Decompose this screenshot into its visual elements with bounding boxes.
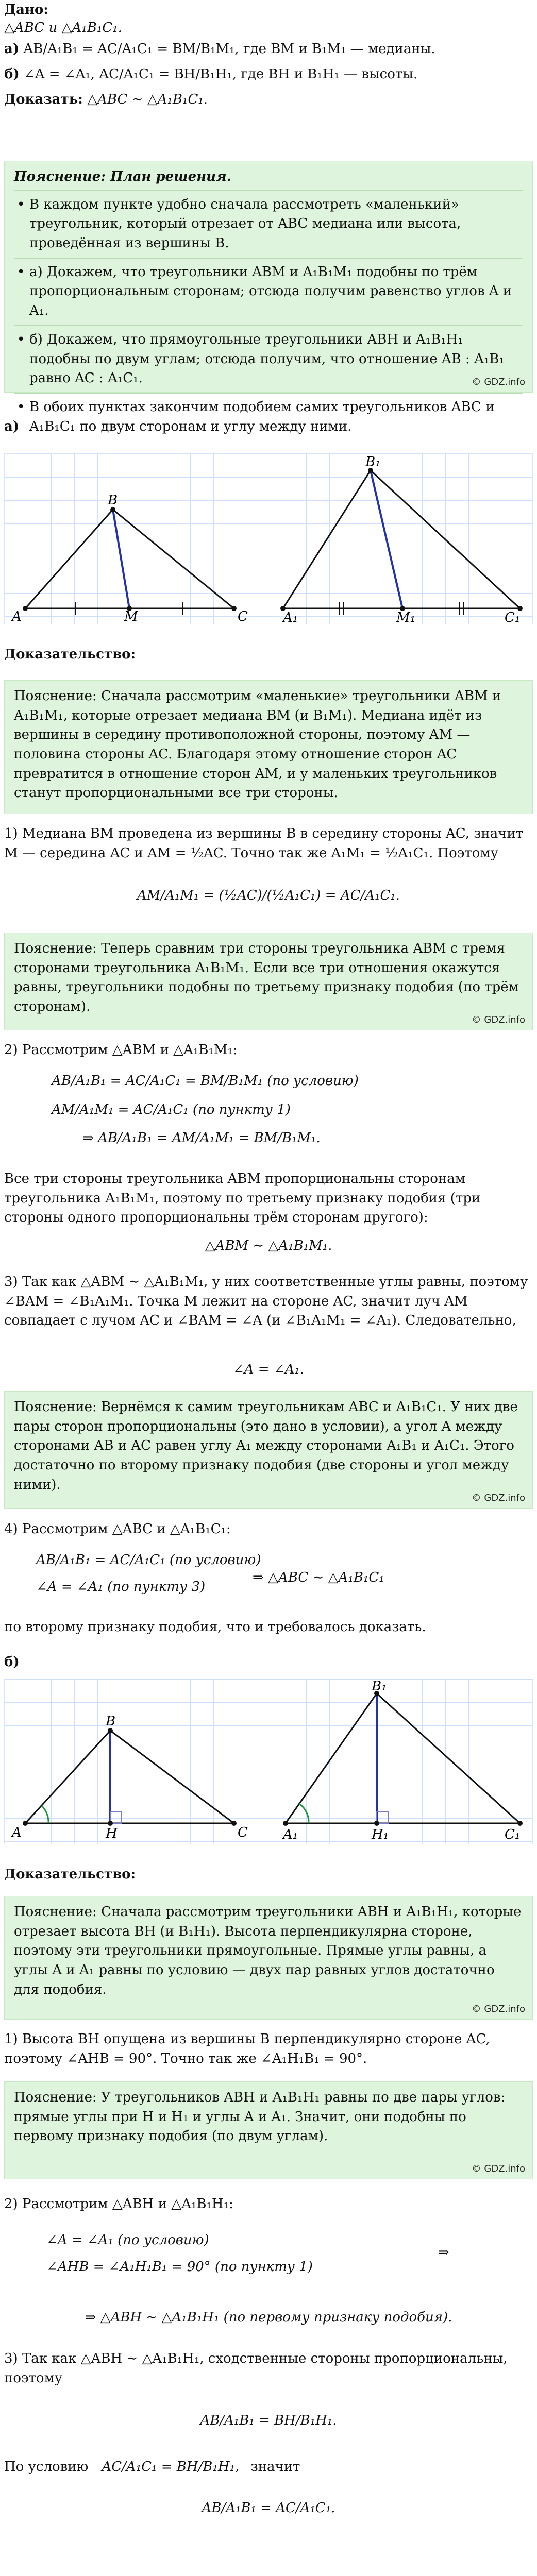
proof-text: Все три стороны треугольника ABM пропорциональны сторонам треугольника A₁B₁M₁, поэтому по третьему признаку подобия (три стороны одного пропорциональны трём сторонам другого): (4, 1171, 481, 1226)
gdz-mark: © GDZ.info (472, 2162, 525, 2176)
explain-box (4, 680, 533, 814)
proof-formula: △ABM ∼ △A₁B₁M₁. (205, 1238, 332, 1253)
label-b1: B₁ (365, 454, 381, 470)
given-b-prefix: б) (4, 66, 20, 82)
system-line: ⇒ △ABC ∼ △A₁B₁C₁ (253, 1570, 384, 1585)
explain-box (4, 2081, 533, 2179)
gdz-mark: © GDZ.info (472, 1492, 525, 1505)
triangle-a1b1c1 (286, 1693, 520, 1823)
point-c (231, 1821, 237, 1826)
system-line: ∠A = ∠A₁ (по пункту 3) (36, 1579, 206, 1595)
gdz-mark: © GDZ.info (472, 1013, 525, 1027)
label-b: B (106, 1714, 116, 1729)
given-a-text: AB/A₁B₁ = AC/A₁C₁ = BM/B₁M₁, где BM и B₁M₁ — медианы. (23, 41, 435, 57)
label-c: C (238, 1825, 248, 1840)
given-title: Дано: (4, 2, 48, 18)
label-c1: C₁ (505, 1827, 521, 1842)
proof-b-title: Доказательство: (4, 1867, 136, 1882)
explain-box (4, 1391, 533, 1509)
plan-heading: Пояснение: План решения. (14, 169, 231, 184)
proof-formula: ⇒ △ABH ∼ △A₁B₁H₁ (по первому признаку подобия). (85, 2310, 452, 2325)
proof-step: 1) Медиана BM проведена из вершины B в середину стороны AC, значит M — середина AC и AM = ½AC. Точно так же A₁M₁ = ½A₁C₁. Поэтому (4, 826, 524, 861)
proof-formula: AB/A₁B₁ = AC/A₁C₁. (202, 2500, 335, 2516)
system-line: AB/A₁B₁ = AC/A₁C₁ (по условию) (36, 1552, 261, 1568)
proof-step: 4) Рассмотрим △ABC и △A₁B₁C₁: (4, 1521, 231, 1537)
plan-item: • В каждом пункте удобно сначала рассмотреть «маленький» треугольник, который отрезает от ABC медиана или высота, проведённая из вершины B. (14, 195, 523, 253)
label-a: A (12, 609, 22, 624)
label-b: B (108, 493, 118, 508)
proof-formula: AB/A₁B₁ = BH/B₁H₁. (200, 2413, 337, 2428)
angle-mark (42, 1806, 48, 1823)
proof-final: по второму признаку подобия, что и требовалось доказать. (4, 1619, 426, 1635)
proof-step: 3) Так как △ABM ∼ △A₁B₁M₁, у них соответственные углы равны, поэтому ∠BAM = ∠B₁A₁M₁. Точка M лежит на стороне AC, значит луч AM совпадает с лучом AC и ∠BAM = ∠A (и ∠B₁A₁M₁ = ∠A₁). Следовательно, (4, 1274, 528, 1329)
label-m1: M₁ (396, 610, 416, 624)
given-b-text: ∠A = ∠A₁, AC/A₁C₁ = BH/B₁H₁, где BH и B₁H₁ — высоты. (23, 66, 418, 82)
condition-line (4, 2458, 533, 2477)
part-a-label: а) (4, 419, 20, 434)
angle-mark (299, 1804, 309, 1823)
label-a1: A₁ (283, 1827, 298, 1842)
point-h1 (374, 1821, 379, 1826)
system-line: AM/A₁M₁ = AC/A₁C₁ (по пункту 1) (52, 1101, 291, 1117)
figure-b (4, 1679, 533, 1844)
gdz-mark: © GDZ.info (472, 2003, 525, 2016)
proof-system (36, 1551, 533, 1597)
explain-text: Пояснение: Вернёмся к самим треугольникам ABC и A₁B₁C₁. У них две пары сторон пропорциональны (это дано в условии), а угол A между сторонами AB и AC равен углу A₁ между сторонами A₁B₁ и A₁C₁. Этого достаточно по второму признаку подобия (две стороны и угол между ними). (14, 1399, 518, 1493)
label-h: H (106, 1826, 118, 1841)
condition-tail: значит (250, 2459, 300, 2475)
proof-step: 2) Рассмотрим △ABH и △A₁B₁H₁: (4, 2196, 233, 2212)
triangles-height-figure (5, 1679, 532, 1844)
point-a (23, 1821, 28, 1826)
given-b (4, 65, 533, 83)
triangle-abc (25, 510, 234, 608)
proof-a-title: Доказательство: (4, 647, 136, 662)
explain-text: Пояснение: Сначала рассмотрим «маленькие» треугольники ABM и A₁B₁M₁, которые отрезает медиана BM (и B₁M₁). Медиана идёт из вершины в середину противоположной стороны, поэтому AM — половина стороны AC. Благодаря этому отношение сторон AC превратится в отношение сторон AM, и у маленьких треугольников станут пропорциональными все три стороны. (14, 688, 501, 801)
proof-system (52, 1072, 533, 1148)
explain-text: Пояснение: Сначала рассмотрим треугольники ABH и A₁B₁H₁, которые отрезает высота BH (и B₁H₁). Высота перпендикулярна стороне, поэтому эти треугольники прямоугольные. Прямые углы равны, а углы A и A₁ равны по условию — двух пар равных углов достаточно для подобия. (14, 1904, 522, 1997)
figure-a (4, 453, 533, 624)
plan-item: • В обоих пунктах закончим подобием самих треугольников ABC и A₁B₁C₁ по двум сторонам и углу между ними. (14, 398, 523, 436)
label-a: A (12, 1825, 22, 1840)
system-line: ⇒ AB/A₁B₁ = AM/A₁M₁ = BM/B₁M₁. (82, 1130, 321, 1146)
median-b1m1 (371, 470, 402, 608)
proof-formula: AM/A₁M₁ = (½AC)/(½A₁C₁) = AC/A₁C₁. (137, 888, 400, 903)
label-c: C (238, 609, 248, 624)
given-line1: △ABC и △A₁B₁C₁. (4, 20, 122, 36)
proof-step: 2) Рассмотрим △ABM и △A₁B₁M₁: (4, 1042, 238, 1058)
label-h1: H₁ (372, 1827, 389, 1842)
system-line: ⇒ (438, 2245, 449, 2260)
point-a (23, 606, 28, 611)
system-line: ∠A = ∠A₁ (по условию) (46, 2232, 209, 2248)
part-b-label: б) (4, 1654, 20, 1670)
label-m: M (124, 609, 138, 624)
prove-label: Доказать: (4, 92, 83, 108)
triangles-median-figure (5, 454, 532, 624)
point-c1 (517, 1821, 523, 1826)
plan-item: • а) Докажем, что треугольники ABM и A₁B₁M₁ подобны по трём пропорциональным сторонам; отсюда получим равенство углов A и A₁. (14, 263, 523, 321)
triangle-abc (25, 1731, 234, 1823)
explain-box (4, 1896, 533, 2020)
given-section (4, 1, 533, 109)
system-line: AB/A₁B₁ = AC/A₁C₁ = BM/B₁M₁ (по условию) (52, 1073, 359, 1089)
point-h (108, 1821, 113, 1826)
explain-text: Пояснение: Теперь сравним три стороны треугольника ABM с тремя сторонами треугольника A₁B₁M₁. Если все три отношения окажутся равны, треугольники подобны по третьему признаку подобия (по трём сторонам). (14, 941, 519, 1015)
proof-formula: ∠A = ∠A₁. (232, 1362, 305, 1377)
plan-item: • б) Докажем, что прямоугольные треугольники ABH и A₁B₁H₁ подобны по двум углам; отсюда получим, что отношение AB : A₁B₁ равно AC : A₁C₁. (14, 330, 523, 388)
given-a-prefix: а) (4, 41, 20, 57)
condition-formula: AC/A₁C₁ = BH/B₁H₁, (102, 2459, 240, 2475)
prove-text: △ABC ∼ △A₁B₁C₁. (87, 92, 208, 108)
gdz-mark: © GDZ.info (472, 376, 525, 389)
triangle-a1b1c1 (283, 470, 520, 608)
explain-box (4, 933, 533, 1030)
proof-system (46, 2231, 533, 2277)
label-c1: C₁ (505, 610, 521, 624)
label-a1: A₁ (283, 610, 298, 624)
prove-line (4, 91, 533, 109)
proof-step: 3) Так как △ABH ∼ △A₁B₁H₁, сходственные стороны пропорциональны, поэтому (4, 2351, 508, 2386)
proof-step: 1) Высота BH опущена из вершины B перпендикулярно стороне AC, поэтому ∠AHB = 90°. Точно так же ∠A₁H₁B₁ = 90°. (4, 2031, 490, 2066)
point-c (231, 606, 237, 611)
median-bm (113, 510, 129, 608)
plan-box (4, 161, 533, 434)
explain-text: Пояснение: У треугольников ABH и A₁B₁H₁ равны по две пары углов: прямые углы при H и H₁ и углы A и A₁. Значит, они подобны по первому признаку подобия (по двум углам). (14, 2090, 506, 2144)
condition-label: По условию (4, 2459, 89, 2475)
point-a1 (283, 1821, 288, 1826)
system-line: ∠AHB = ∠A₁H₁B₁ = 90° (по пункту 1) (46, 2259, 313, 2275)
label-b1: B₁ (372, 1679, 387, 1694)
given-a (4, 40, 533, 58)
